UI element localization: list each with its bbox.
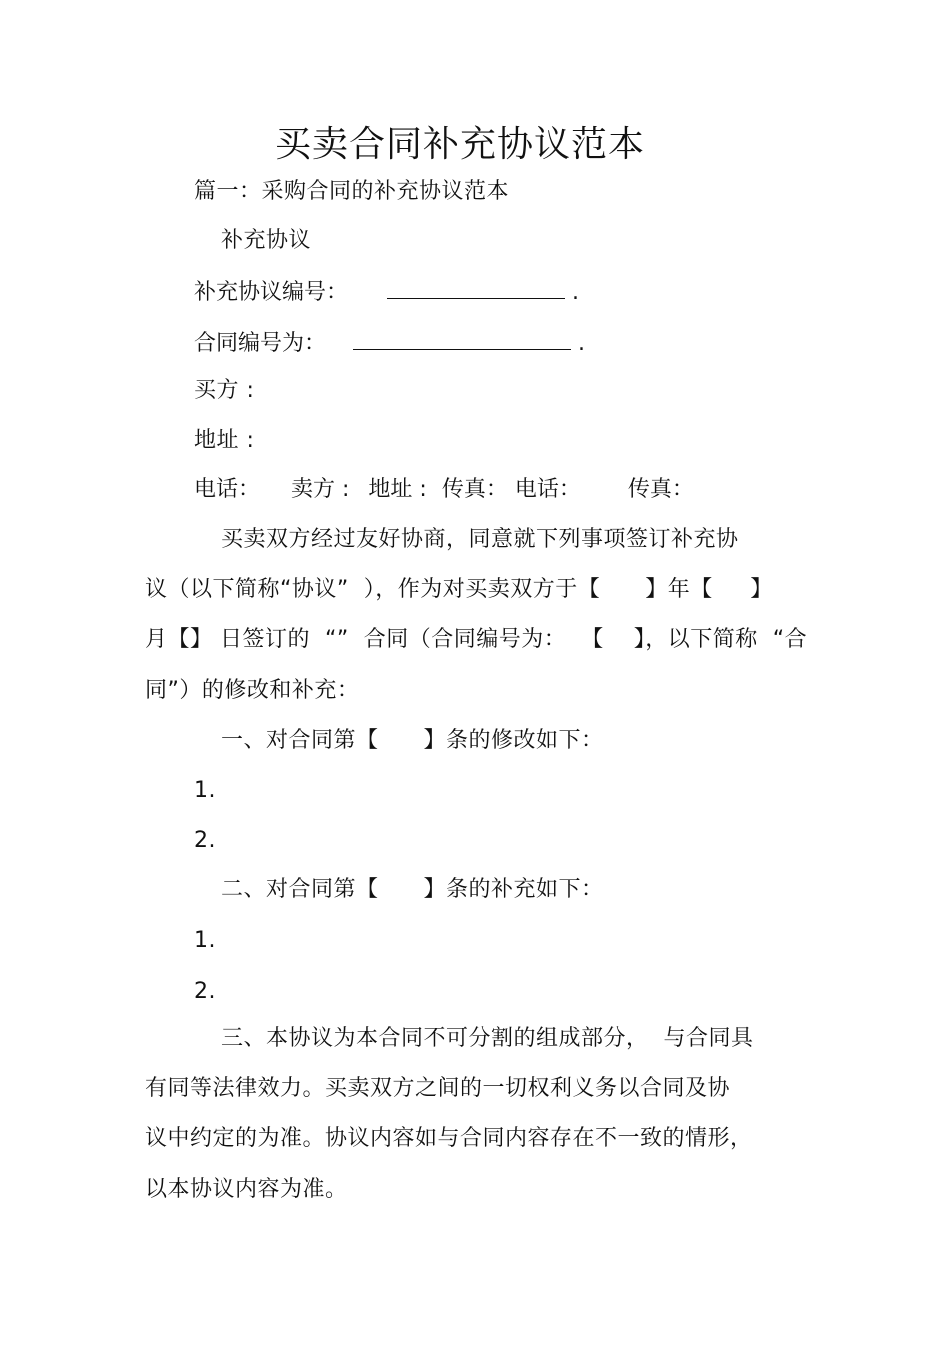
article-1-heading: 一、对合同第【 】条的修改如下：: [221, 728, 604, 753]
address-label: 地址 :: [194, 428, 255, 453]
article-3-line-1: 三、本协议为本合同不可分割的组成部分， 与合同具: [221, 1026, 754, 1051]
article-1-item: 2.: [194, 828, 216, 853]
article-2-item: 1.: [194, 928, 216, 953]
agreement-number-end: .: [572, 280, 580, 305]
seller-address-label: 地址 :: [368, 477, 427, 502]
seller-label: 卖方 :: [291, 477, 350, 502]
seller-fax-label: 传真：: [627, 477, 694, 502]
doc-name: 补充协议: [221, 228, 312, 253]
fax-label: 传真：: [441, 477, 508, 502]
seller-phone-label: 电话：: [514, 477, 581, 502]
contract-number-end: .: [578, 331, 586, 356]
agreement-number-label: 补充协议编号：: [194, 280, 349, 305]
phone-label: 电话：: [194, 477, 261, 502]
article-3-line-4: 以本协议内容为准。: [145, 1177, 348, 1202]
intro-line-1: 买卖双方经过友好协商，同意就下列事项签订补充协: [221, 527, 739, 552]
agreement-number-blank: [387, 276, 565, 299]
article-3-line-2: 有同等法律效力。买卖双方之间的一切权利义务以合同及协: [145, 1076, 731, 1101]
section-heading: 篇一：采购合同的补充协议范本: [194, 179, 510, 204]
agreement-number-row: [194, 276, 579, 308]
buyer-label: 买方 :: [194, 378, 255, 403]
intro-line-4: 同”）的修改和补充：: [145, 678, 360, 703]
document-title: 买卖合同补充协议范本: [274, 124, 645, 165]
contact-row: [194, 475, 694, 505]
article-1-item: 1.: [194, 778, 216, 803]
intro-line-2: 议（以下简称“协议” ），作为对买卖双方于【 】年【 】: [145, 577, 773, 602]
contract-number-row: [194, 327, 585, 359]
intro-line-3: 月【】 日签订的 “” 合同（合同编号为： 【 】，以下简称 “合: [145, 627, 808, 652]
article-2-item: 2.: [194, 979, 216, 1004]
article-3-line-3: 议中约定的为准。协议内容如与合同内容存在不一致的情形，: [145, 1126, 753, 1151]
contract-number-blank: [353, 327, 571, 350]
contract-number-label: 合同编号为：: [194, 331, 327, 356]
article-2-heading: 二、对合同第【 】条的补充如下：: [221, 877, 604, 902]
